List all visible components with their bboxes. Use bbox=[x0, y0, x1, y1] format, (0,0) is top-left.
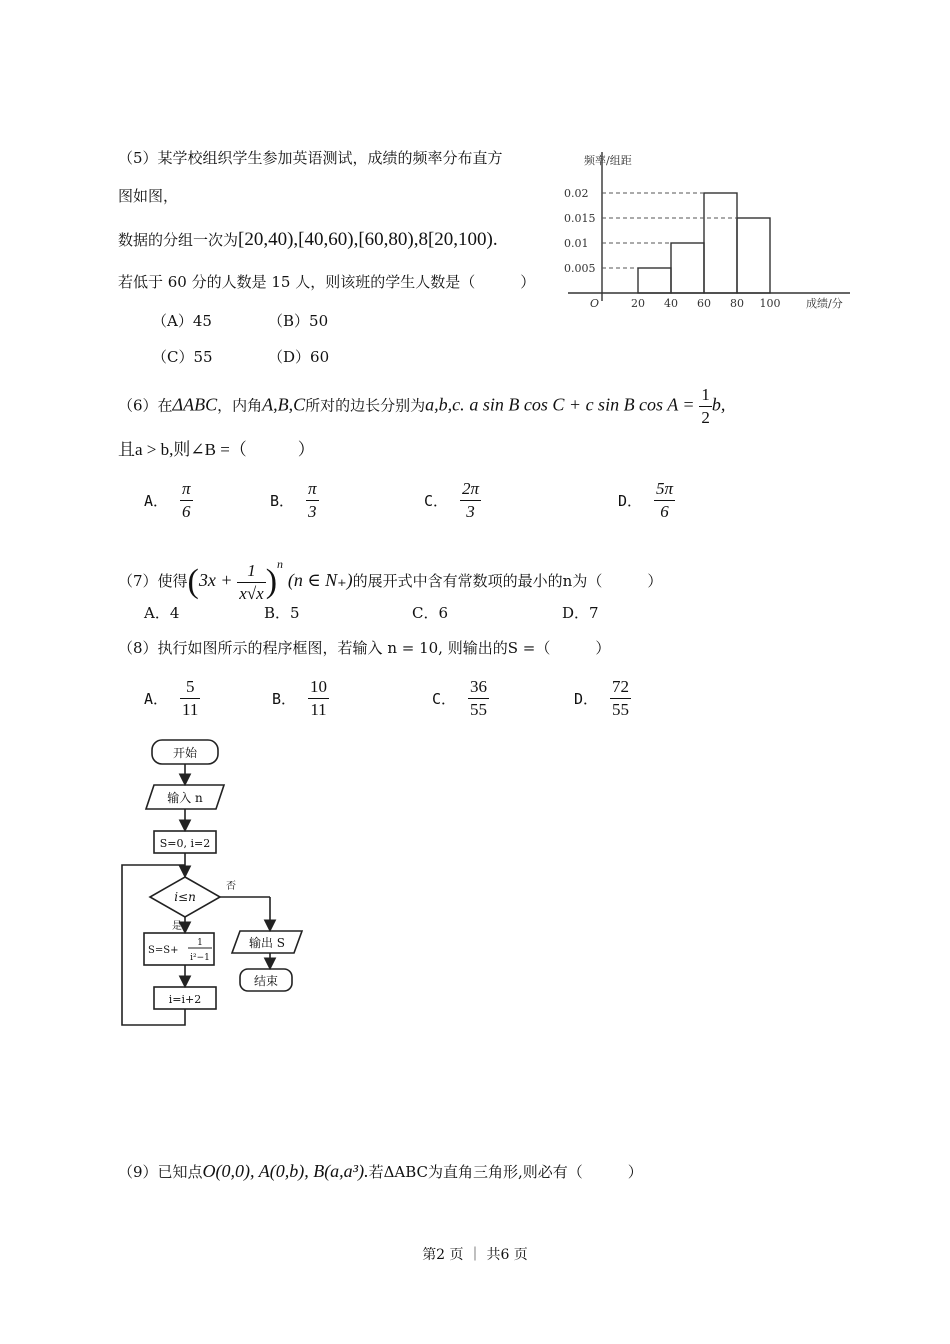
q8-a-den: 11 bbox=[182, 700, 199, 719]
q9-prefix: （9）已知点 bbox=[118, 1163, 203, 1181]
q6-line1 bbox=[118, 384, 725, 429]
page-footer: 第2 页 ｜ 共6 页 bbox=[422, 1247, 528, 1263]
flow-update-s-num: 1 bbox=[197, 938, 203, 948]
q7-suffix: 的展开式中含有常数项的最小的n为（ ） bbox=[352, 572, 663, 590]
q7-option-c: C．6 bbox=[412, 604, 449, 622]
q6-option-a bbox=[144, 478, 193, 523]
q6-b-den: 3 bbox=[308, 502, 317, 521]
q7-frac-den: x√x bbox=[239, 583, 264, 603]
q7-prefix: （7）使得 bbox=[118, 572, 188, 590]
q7-line bbox=[118, 540, 662, 606]
q6-option-b-frac bbox=[306, 478, 319, 523]
origin-label: O bbox=[590, 297, 600, 310]
q6-angles: A,B,C bbox=[262, 394, 306, 415]
q8-option-a-letter: A． bbox=[144, 690, 169, 708]
flow-start-label: 开始 bbox=[172, 746, 198, 760]
q6-sides: a,b,c. bbox=[425, 394, 465, 415]
frequency-histogram bbox=[560, 148, 860, 318]
q7-expr-a: 3x + bbox=[198, 570, 233, 590]
q8-option-b-frac bbox=[308, 676, 329, 721]
q5-line3 bbox=[118, 226, 498, 254]
q5-line3-prefix: 数据的分组一次为 bbox=[118, 231, 239, 249]
flow-update-s-den: i²−1 bbox=[190, 953, 210, 963]
histogram-bar-40-60 bbox=[671, 243, 704, 293]
y-tick-label-0: 0.005 bbox=[564, 262, 596, 275]
q7-lparen: ( bbox=[187, 563, 199, 600]
q9-suffix: 若ΔABC为直角三角形,则必有（ ） bbox=[368, 1163, 643, 1181]
q7-rparen: ) bbox=[265, 563, 278, 600]
flow-no-label: 否 bbox=[226, 881, 236, 892]
q6-option-c-letter: C． bbox=[424, 492, 449, 510]
q8-d-den: 55 bbox=[612, 700, 629, 719]
y-axis-label: 频率/组距 bbox=[584, 154, 632, 167]
q8-option-d bbox=[574, 676, 631, 721]
q9-line bbox=[118, 1156, 643, 1187]
flow-condition-label: i≤n bbox=[174, 890, 196, 904]
q8-b-den: 11 bbox=[310, 700, 327, 719]
q8-option-c-letter: C． bbox=[432, 690, 457, 708]
x-axis-label: 成绩/分 bbox=[806, 297, 843, 310]
histogram-bar-60-80 bbox=[704, 193, 737, 293]
flow-output-label: 输出 S bbox=[248, 936, 286, 950]
x-tick-label-4: 100 bbox=[759, 297, 781, 310]
x-tick-label-1: 40 bbox=[664, 297, 678, 310]
q6-eq-tail: b, bbox=[711, 394, 726, 415]
flow-update-i-label: i=i+2 bbox=[168, 993, 202, 1006]
q8-b-num: 10 bbox=[308, 676, 329, 699]
flow-end-label: 结束 bbox=[253, 974, 279, 988]
q8-c-num: 36 bbox=[468, 676, 489, 699]
q6-option-a-frac bbox=[180, 478, 193, 523]
histogram-layer bbox=[564, 152, 850, 310]
x-tick-label-0: 20 bbox=[631, 297, 645, 310]
q6-equation: a sin B cos C + c sin B cos A = bbox=[469, 394, 695, 415]
q8-option-a-frac bbox=[180, 676, 200, 721]
q8-text: （8）执行如图所示的程序框图，若输入 n = 10, 则输出的S =（ ） bbox=[118, 639, 611, 657]
q6-option-c-frac bbox=[460, 478, 481, 523]
q5-option-b: （B）50 bbox=[268, 312, 329, 330]
q8-option-d-letter: D． bbox=[574, 690, 599, 708]
histogram-bar-80-100 bbox=[737, 218, 770, 293]
flow-input-label: 输入 n bbox=[167, 791, 203, 805]
q6-fraction bbox=[699, 384, 712, 429]
program-flowchart bbox=[110, 735, 320, 1030]
flow-update-s-prefix: S=S+ bbox=[148, 945, 179, 956]
q6-option-b-letter: B． bbox=[270, 492, 295, 510]
q6-frac-den: 2 bbox=[701, 408, 710, 427]
q6-b-num: π bbox=[306, 478, 319, 501]
flow-init-label: S=0, i=2 bbox=[159, 837, 211, 850]
histogram-bar-20-40 bbox=[638, 268, 671, 293]
q7-option-a: A．4 bbox=[144, 604, 180, 622]
q5-option-a: （A）45 bbox=[152, 312, 212, 330]
q5-intervals: [20,40),[40,60),[60,80),8[20,100). bbox=[238, 229, 498, 250]
q6-a-den: 6 bbox=[182, 502, 191, 521]
y-tick-label-2: 0.015 bbox=[564, 212, 596, 225]
q6-d-den: 6 bbox=[660, 502, 669, 521]
q5-line1: （5）某学校组织学生参加英语测试，成绩的频率分布直方 bbox=[118, 149, 503, 167]
q6-option-d-frac bbox=[654, 478, 675, 523]
x-tick-label-2: 60 bbox=[697, 297, 711, 310]
q6-mid2: 所对的边长分别为 bbox=[305, 396, 426, 415]
q7-fraction bbox=[237, 560, 265, 605]
flow-yes-label: 是 bbox=[172, 921, 182, 932]
y-tick-label-3: 0.02 bbox=[564, 187, 589, 200]
q6-frac-num: 1 bbox=[699, 384, 712, 407]
q6-line2 bbox=[118, 440, 315, 460]
q6-option-a-letter: A． bbox=[144, 492, 169, 510]
q8-option-a bbox=[144, 676, 200, 721]
q5-line4: 若低于 60 分的人数是 15 人，则该班的学生人数是（ ） bbox=[118, 273, 536, 291]
q7-option-b: B．5 bbox=[264, 604, 300, 622]
q8-d-num: 72 bbox=[610, 676, 631, 699]
q6-condition: 且a > b,则∠B =（ ） bbox=[118, 440, 315, 459]
q6-triangle: ΔABC bbox=[172, 394, 218, 415]
q8-option-c-frac bbox=[468, 676, 489, 721]
q8-option-b bbox=[272, 676, 329, 721]
q5-line2: 图如图， bbox=[118, 187, 179, 205]
q6-a-num: π bbox=[180, 478, 193, 501]
q6-option-d-letter: D． bbox=[618, 492, 643, 510]
q8-option-d-frac bbox=[610, 676, 631, 721]
y-tick-label-1: 0.01 bbox=[564, 237, 589, 250]
q6-option-c bbox=[424, 478, 481, 523]
q6-option-b bbox=[270, 478, 319, 523]
x-tick-label-3: 80 bbox=[730, 297, 744, 310]
q5-option-c: （C）55 bbox=[152, 348, 213, 366]
q8-option-b-letter: B． bbox=[272, 690, 297, 708]
q7-frac-num: 1 bbox=[237, 560, 265, 583]
q8-c-den: 55 bbox=[470, 700, 487, 719]
q7-option-d: D．7 bbox=[562, 604, 599, 622]
q6-option-d bbox=[618, 478, 675, 523]
q9-points: O(0,0), A(0,b), B(a,a³). bbox=[202, 1161, 369, 1181]
q7-exponent: n bbox=[277, 557, 284, 571]
q7-cond: (n ∈ N₊) bbox=[287, 570, 353, 590]
q8-option-c bbox=[432, 676, 489, 721]
q5-option-d: （D）60 bbox=[268, 348, 330, 366]
q8-a-num: 5 bbox=[180, 676, 200, 699]
q6-c-den: 3 bbox=[466, 502, 475, 521]
q6-prefix: （6）在 bbox=[118, 396, 173, 415]
q6-mid: ，内角 bbox=[217, 396, 263, 415]
q6-d-num: 5π bbox=[654, 478, 675, 501]
q6-c-num: 2π bbox=[460, 478, 481, 501]
